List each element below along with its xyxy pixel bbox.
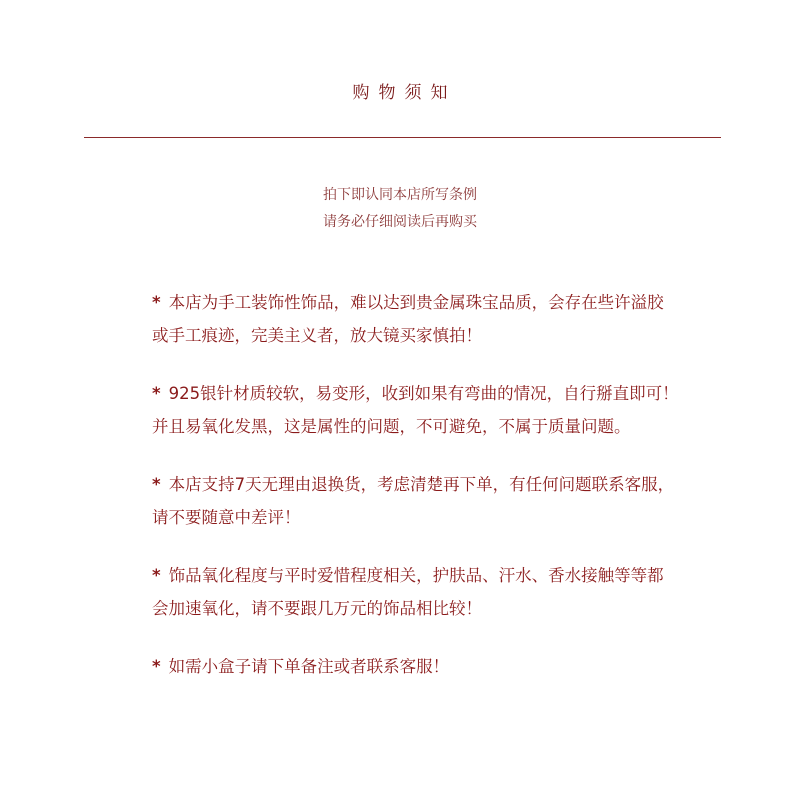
page-title: 购物须知: [352, 83, 457, 103]
title-divider: [84, 137, 721, 138]
note-item-2: [152, 377, 712, 443]
notes-list: [152, 286, 712, 708]
subtitle-line-1: 拍下即认同本店所写条例: [323, 187, 477, 203]
bullet-star: *: [152, 384, 161, 403]
bullet-star: *: [152, 566, 161, 585]
note-line: 请不要随意中差评！: [152, 508, 301, 527]
note-line: 饰品氧化程度与平时爱惜程度相关，护肤品、汗水、香水接触等等都: [168, 566, 664, 585]
note-line: 如需小盒子请下单备注或者联系客服！: [168, 657, 450, 676]
bullet-star: *: [152, 293, 161, 312]
note-line: 本店支持7天无理由退换货，考虑清楚再下单，有任何问题联系客服，: [168, 475, 675, 494]
subtitle: [0, 182, 800, 236]
note-line: 会加速氧化，请不要跟几万元的饰品相比较！: [152, 599, 482, 618]
bullet-star: *: [152, 475, 161, 494]
bullet-star: *: [152, 657, 161, 676]
note-line: 或手工痕迹，完美主义者，放大镜买家慎拍！: [152, 326, 482, 345]
note-item-5: [152, 650, 712, 683]
note-item-4: [152, 559, 712, 625]
subtitle-line-2: 请务必仔细阅读后再购买: [323, 214, 477, 230]
note-line: 925银针材质较软，易变形，收到如果有弯曲的情况，自行掰直即可！: [168, 384, 679, 403]
note-line: 本店为手工装饰性饰品，难以达到贵金属珠宝品质，会存在些许溢胶: [168, 293, 664, 312]
note-item-1: [152, 286, 712, 352]
note-item-3: [152, 468, 712, 534]
note-line: 并且易氧化发黑，这是属性的问题，不可避免，不属于质量问题。: [152, 417, 631, 436]
